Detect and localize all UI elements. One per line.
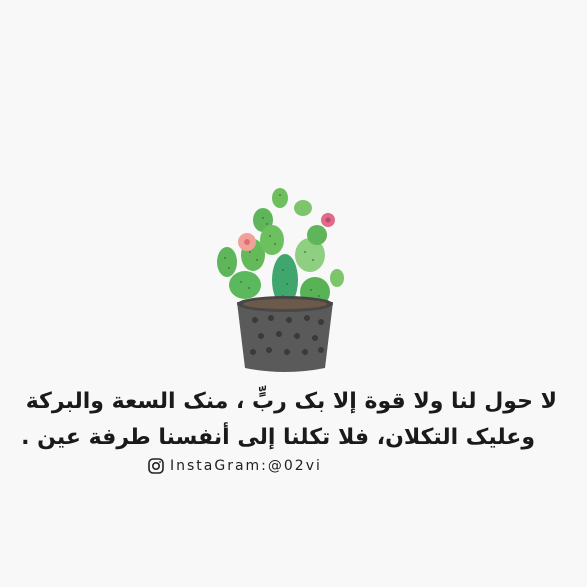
cactus-pad-left-arm <box>217 247 237 277</box>
cactus-pad-center-top <box>260 225 284 255</box>
instagram-credit <box>148 456 322 476</box>
cactus-illustration <box>205 180 355 380</box>
cactus-pad-top <box>272 188 288 208</box>
plant-pot <box>237 302 333 372</box>
cactus-pad-right-small <box>330 269 344 287</box>
quote-line-2: وعليک التکلان، فلا تكلنا إلى أنفسنا طرفة عين . <box>21 425 535 450</box>
cactus-pad-low-left <box>229 271 261 299</box>
cactus-pad-right-top <box>307 225 327 245</box>
quote-line-1: لا حول لنا ولا قوة إلا بک ربٍّ ، منک السعة والبركة <box>25 389 557 414</box>
instagram-icon <box>148 458 164 474</box>
instagram-handle: InstaGram:@02vi <box>170 458 322 474</box>
quote-text <box>20 384 565 456</box>
cactus-pad-upper-right <box>294 200 312 216</box>
